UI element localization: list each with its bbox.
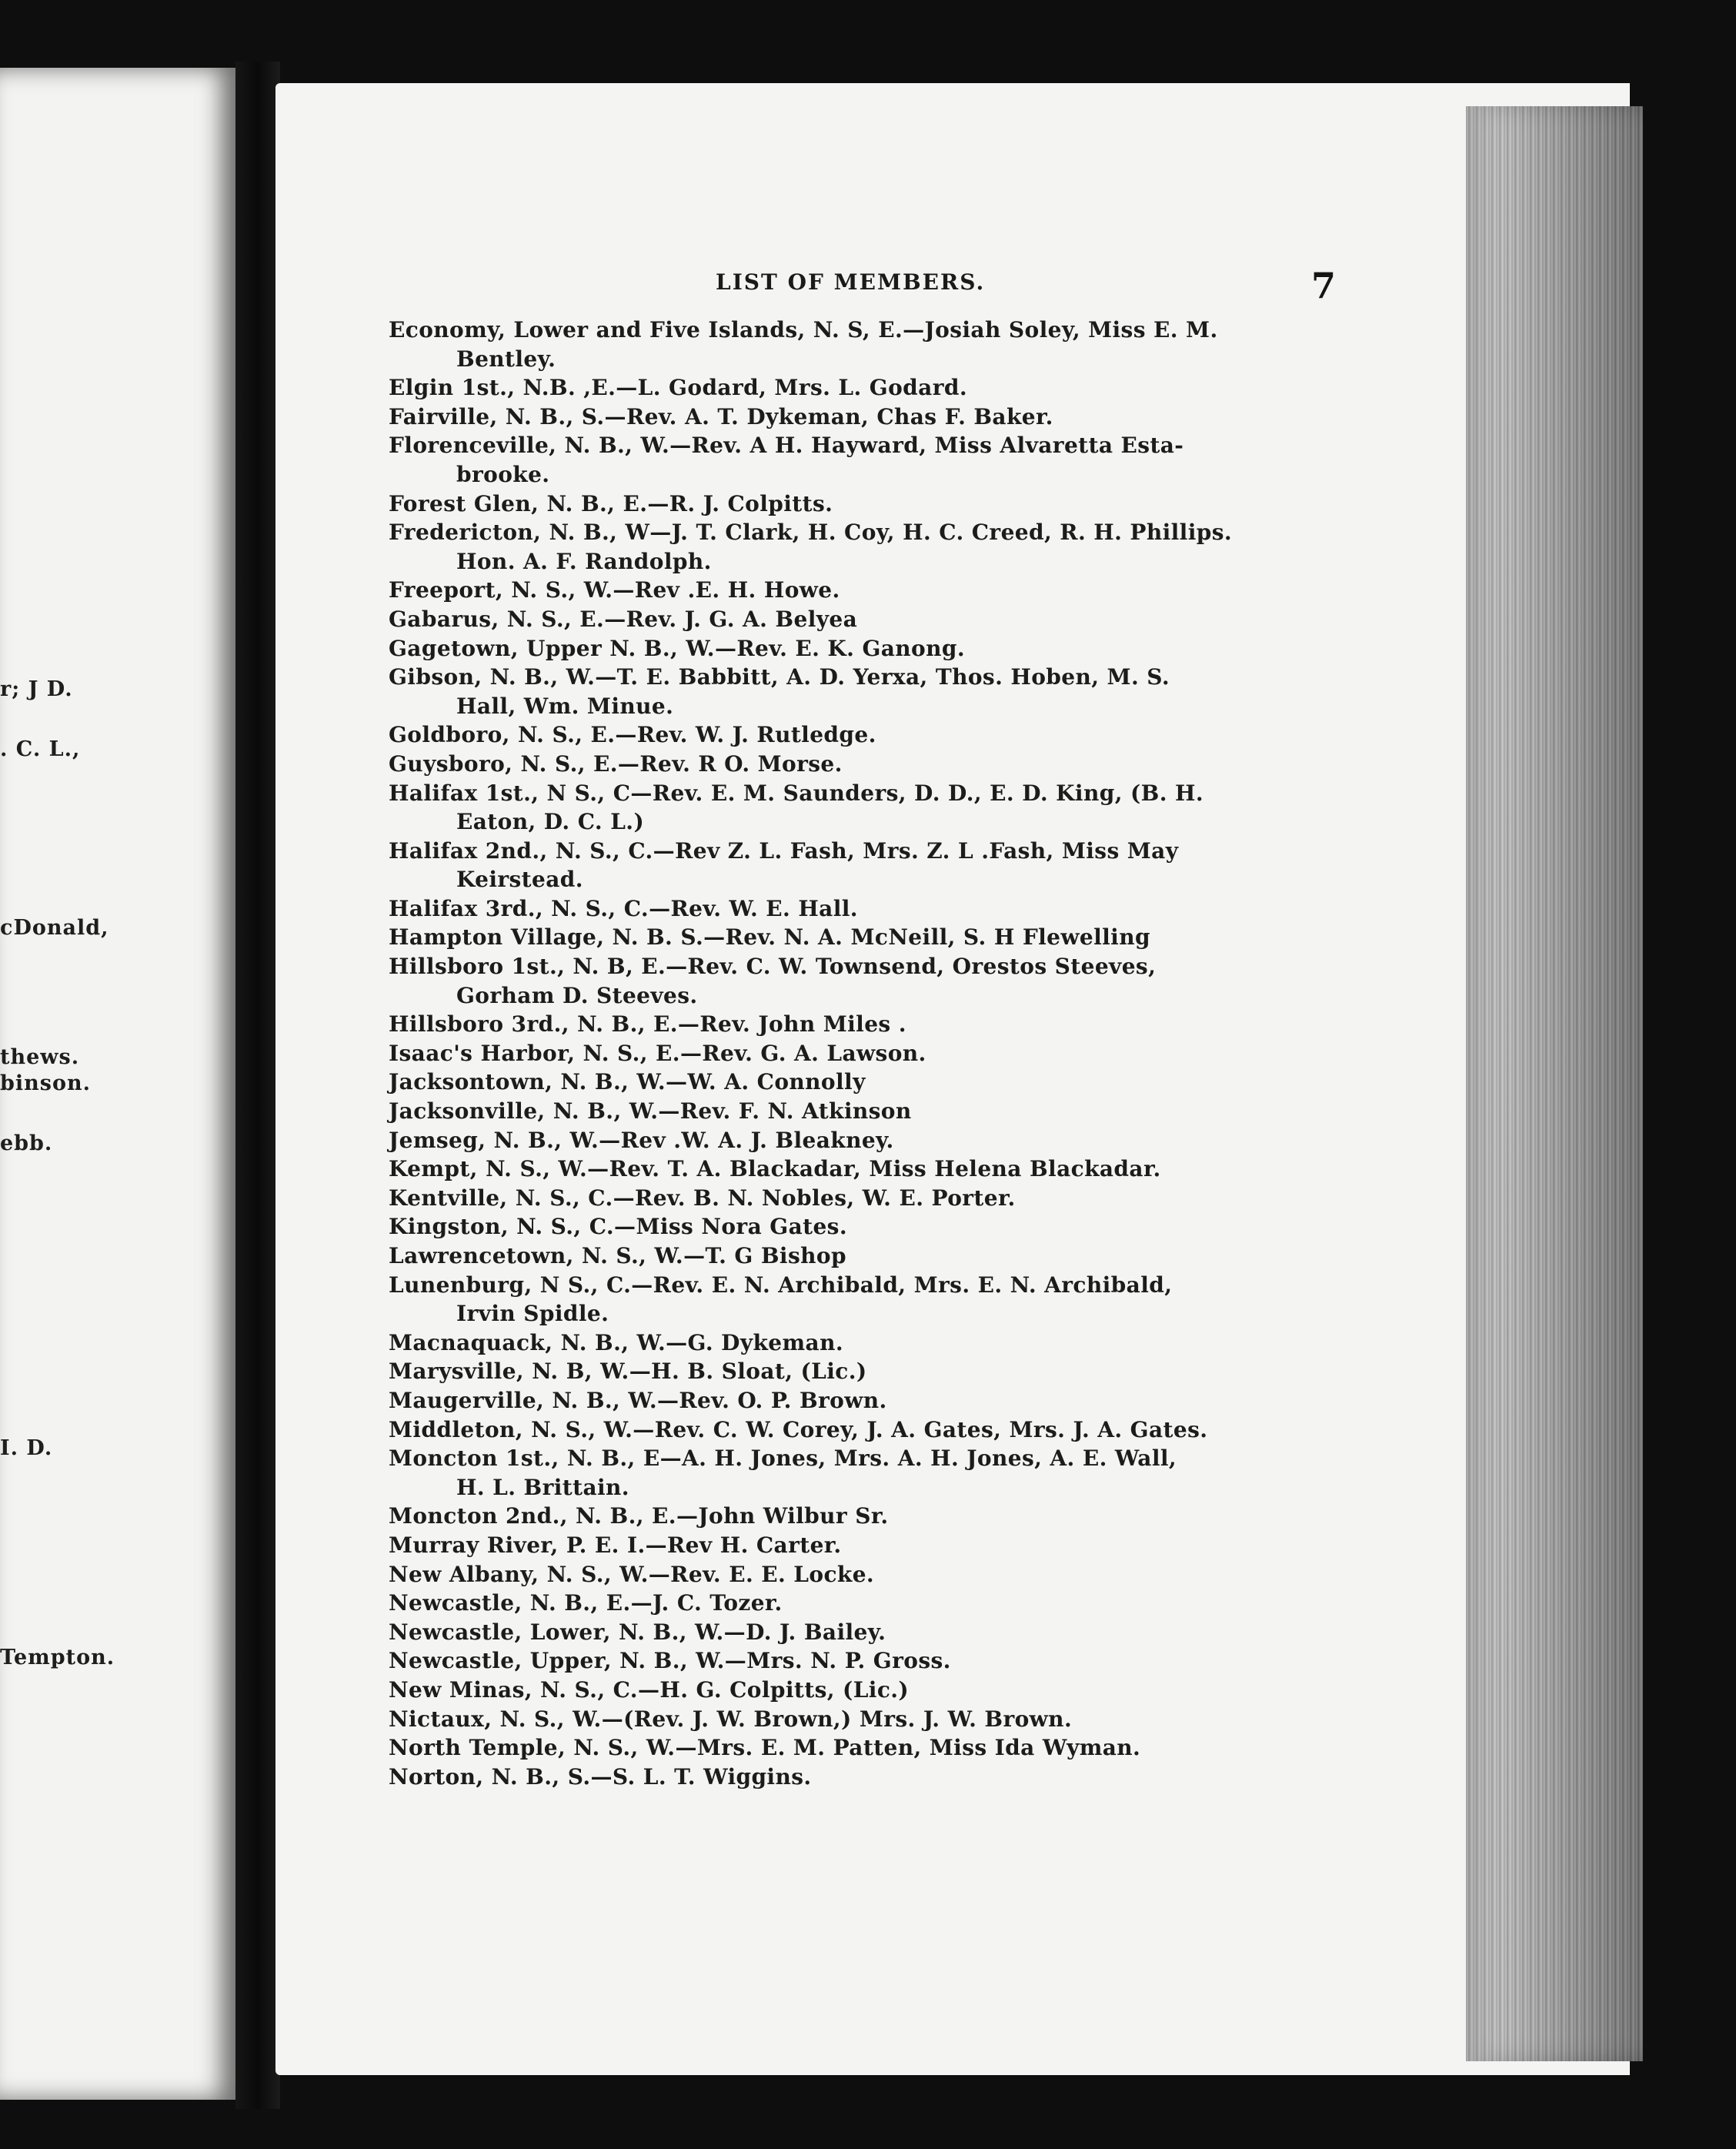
member-entry <box>389 316 1343 373</box>
member-entry <box>389 490 1343 519</box>
entry-line: Hillsboro 3rd., N. B., E.—Rev. John Miles . <box>389 1011 906 1038</box>
entry-line: Fairville, N. B., S.—Rev. A. T. Dykeman, Chas F. Baker. <box>389 403 1053 429</box>
left-page-fragment: cDonald, <box>0 916 109 940</box>
member-entry <box>389 1039 1343 1068</box>
entry-line: Elgin 1st., N.B. ,E.—L. Godard, Mrs. L. Godard. <box>389 375 967 401</box>
entry-line: Macnaquack, N. B., W.—G. Dykeman. <box>389 1329 844 1355</box>
member-entry <box>389 403 1343 432</box>
entry-line: Kentville, N. S., C.—Rev. B. N. Nobles, W. E. Porter. <box>389 1185 1016 1211</box>
entry-line: Jacksontown, N. B., W.—W. A. Connolly <box>389 1069 866 1095</box>
member-entry <box>389 431 1343 489</box>
entry-line: Fredericton, N. B., W—J. T. Clark, H. Coy, H. C. Creed, R. H. Phillips. <box>389 520 1233 546</box>
entry-line: Lunenburg, N S., C.—Rev. E. N. Archibald, Mrs. E. N. Archibald, <box>389 1272 1173 1298</box>
left-page-fragment: I. D. <box>0 1436 53 1460</box>
member-entry <box>389 518 1343 576</box>
entry-continuation: Eaton, D. C. L.) <box>456 809 645 835</box>
entry-line: New Minas, N. S., C.—H. G. Colpitts, (Lic.) <box>389 1676 910 1703</box>
member-entry <box>389 1560 1343 1589</box>
entry-line: Gibson, N. B., W.—T. E. Babbitt, A. D. Yerxa, Thos. Hoben, M. S. <box>389 664 1170 690</box>
member-entry <box>389 605 1343 634</box>
entry-continuation: Hall, Wm. Minue. <box>456 693 674 719</box>
member-entry <box>389 952 1343 1010</box>
member-entry <box>389 663 1343 720</box>
member-entry <box>389 1589 1343 1618</box>
entry-line: Kempt, N. S., W.—Rev. T. A. Blackadar, Miss Helena Blackadar. <box>389 1156 1161 1182</box>
entry-line: Goldboro, N. S., E.—Rev. W. J. Rutledge. <box>389 722 876 748</box>
member-entry <box>389 1242 1343 1271</box>
left-page-fragment: binson. <box>0 1071 92 1095</box>
member-entry <box>389 1646 1343 1676</box>
member-entry <box>389 1733 1343 1763</box>
member-entry <box>389 1271 1343 1329</box>
page-edges <box>1466 106 1643 2061</box>
entry-line: Halifax 1st., N S., C—Rev. E. M. Saunders, D. D., E. D. King, (B. H. <box>389 780 1204 806</box>
entry-line: Marysville, N. B, W.—H. B. Sloat, (Lic.) <box>389 1359 867 1385</box>
left-page-fragment: ebb. <box>0 1131 53 1155</box>
left-page-fragment: Tempton. <box>0 1646 115 1669</box>
entry-line: Hampton Village, N. B. S.—Rev. N. A. McNeill, S. H Flewelling <box>389 924 1150 951</box>
member-entry <box>389 720 1343 750</box>
entry-line: Moncton 1st., N. B., E—A. H. Jones, Mrs. A. H. Jones, A. E. Wall, <box>389 1445 1177 1472</box>
page-title: LIST OF MEMBERS. <box>716 269 986 295</box>
entry-line: Gagetown, Upper N. B., W.—Rev. E. K. Ganong. <box>389 635 966 661</box>
entry-line: Norton, N. B., S.—S. L. T. Wiggins. <box>389 1763 812 1790</box>
member-entry <box>389 1705 1343 1734</box>
member-entry <box>389 894 1343 924</box>
member-entry <box>389 634 1343 663</box>
member-entry <box>389 779 1343 837</box>
member-entry <box>389 1126 1343 1155</box>
entry-line: Newcastle, Lower, N. B., W.—D. J. Bailey. <box>389 1619 886 1645</box>
entry-line: Jemseg, N. B., W.—Rev .W. A. J. Bleakney. <box>389 1127 894 1153</box>
member-entry <box>389 1212 1343 1242</box>
member-entry <box>389 576 1343 605</box>
member-entry <box>389 373 1343 403</box>
entry-line: Middleton, N. S., W.—Rev. C. W. Corey, J. A. Gates, Mrs. J. A. Gates. <box>389 1416 1208 1442</box>
entry-line: Halifax 3rd., N. S., C.—Rev. W. E. Hall. <box>389 895 858 921</box>
member-entry <box>389 750 1343 779</box>
member-entry <box>389 1444 1343 1502</box>
page-number: 7 <box>1311 265 1337 306</box>
entry-line: Lawrencetown, N. S., W.—T. G Bishop <box>389 1243 846 1268</box>
member-entry <box>389 1531 1343 1560</box>
entry-continuation: Bentley. <box>456 346 556 372</box>
entry-line: Jacksonville, N. B., W.—Rev. F. N. Atkinson <box>389 1098 912 1125</box>
left-page-fragment: thews. <box>0 1045 80 1069</box>
entry-line: Murray River, P. E. I.—Rev H. Carter. <box>389 1532 842 1558</box>
entry-line: Forest Glen, N. B., E.—R. J. Colpitts. <box>389 490 833 516</box>
member-list <box>389 316 1343 1791</box>
entry-line: Economy, Lower and Five Islands, N. S, E.—Josiah Soley, Miss E. M. <box>389 317 1218 343</box>
member-entry <box>389 1068 1343 1097</box>
entry-line: Nictaux, N. S., W.—(Rev. J. W. Brown,) Mrs. J. W. Brown. <box>389 1706 1073 1732</box>
entry-line: Newcastle, Upper, N. B., W.—Mrs. N. P. Gross. <box>389 1648 951 1674</box>
entry-line: Isaac's Harbor, N. S., E.—Rev. G. A. Lawson. <box>389 1040 926 1066</box>
entry-line: Gabarus, N. S., E.—Rev. J. G. A. Belyea <box>389 606 858 632</box>
member-entry <box>389 1763 1343 1792</box>
entry-continuation: Keirstead. <box>456 867 583 893</box>
entry-line: Freeport, N. S., W.—Rev .E. H. Howe. <box>389 577 840 603</box>
member-entry <box>389 1357 1343 1386</box>
entry-line: Halifax 2nd., N. S., C.—Rev Z. L. Fash, Mrs. Z. L .Fash, Miss May <box>389 837 1179 864</box>
member-entry <box>389 1415 1343 1445</box>
left-page <box>0 68 235 2100</box>
entry-continuation: H. L. Brittain. <box>456 1474 629 1500</box>
entry-continuation: Irvin Spidle. <box>456 1301 609 1327</box>
entry-line: Newcastle, N. B., E.—J. C. Tozer. <box>389 1590 783 1616</box>
entry-line: North Temple, N. S., W.—Mrs. E. M. Patten, Miss Ida Wyman. <box>389 1735 1141 1761</box>
member-entry <box>389 1386 1343 1415</box>
entry-line: Kingston, N. S., C.—Miss Nora Gates. <box>389 1214 847 1240</box>
entry-continuation: Hon. A. F. Randolph. <box>456 548 712 574</box>
entry-line: Florenceville, N. B., W.—Rev. A H. Hayward, Miss Alvaretta Esta- <box>389 433 1184 459</box>
entry-line: Moncton 2nd., N. B., E.—John Wilbur Sr. <box>389 1503 889 1529</box>
left-page-fragment: . C. L., <box>0 737 81 761</box>
member-entry <box>389 1155 1343 1184</box>
book-gutter <box>235 62 280 2109</box>
member-entry <box>389 1676 1343 1705</box>
member-entry <box>389 1097 1343 1126</box>
member-entry <box>389 1010 1343 1039</box>
member-entry <box>389 1329 1343 1358</box>
entry-line: New Albany, N. S., W.—Rev. E. E. Locke. <box>389 1561 875 1587</box>
entry-line: Maugerville, N. B., W.—Rev. O. P. Brown. <box>389 1387 887 1413</box>
entry-continuation: brooke. <box>456 461 550 487</box>
member-entry <box>389 1502 1343 1531</box>
member-entry <box>389 1618 1343 1647</box>
member-entry <box>389 837 1343 894</box>
member-entry <box>389 923 1343 952</box>
entry-line: Hillsboro 1st., N. B, E.—Rev. C. W. Townsend, Orestos Steeves, <box>389 954 1157 980</box>
member-entry <box>389 1184 1343 1213</box>
entry-continuation: Gorham D. Steeves. <box>456 982 698 1008</box>
entry-line: Guysboro, N. S., E.—Rev. R O. Morse. <box>389 750 843 777</box>
left-page-fragment: r; J D. <box>0 677 73 701</box>
